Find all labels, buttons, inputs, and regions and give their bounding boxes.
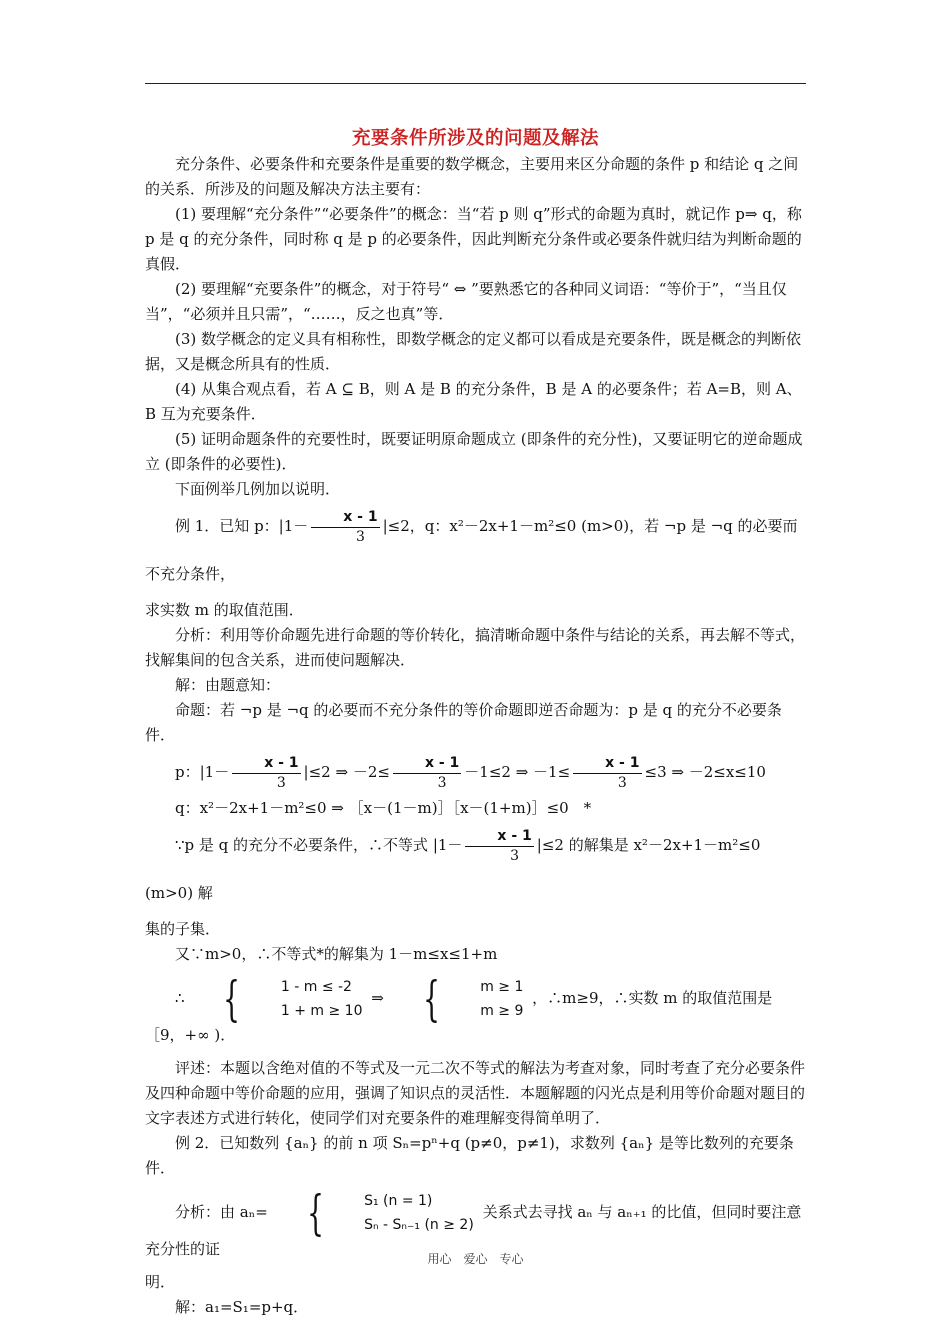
item-2: (2) 要理解“充要条件”的概念，对于符号“ ⇔ ”要熟悉它的各种同义词语：“等价于”，“当且仅当”，“必须并且只需”，“……，反之也真”等． <box>145 280 787 323</box>
item-4: (4) 从集合观点看，若 A ⊆ B，则 A 是 B 的充分条件，B 是 A 的必要条件；若 A=B，则 A、B 互为充要条件． <box>145 380 802 423</box>
item-1: (1) 要理解“充分条件”“必要条件”的概念：当“若 p 则 q”形式的命题为真时，就记作 p⇒ q，称 p 是 q 的充分条件，同时称 q 是 p 的必要条件，因此判断充分条件或必要条件就归结为判断命题的真假． <box>145 205 802 273</box>
fraction <box>311 510 379 544</box>
fraction <box>232 756 300 790</box>
fraction-denominator: 3 <box>355 528 365 545</box>
example-2: 例 2．已知数列 {aₙ} 的前 n 项 Sₙ=pⁿ+q (p≠0，p≠1)，求数列 {aₙ} 是等比数列的充要条件． <box>145 1134 794 1177</box>
because-line <box>145 821 806 917</box>
because-continued: 集的子集． <box>145 920 221 938</box>
fraction-numerator: x - 1 <box>393 756 461 774</box>
comment-paragraph: 评述：本题以含绝对值的不等式及一元二次不等式的解法为考查对象，同时考查了充分必要条件及四种命题中等价命题的应用，强调了知识点的灵活性．本题解题的闪光点是利用等价命题对题目的文字表述方式进行转化，使同学们对充要条件的难理解变得简单明了． <box>145 1059 806 1127</box>
fraction-denominator: 3 <box>617 774 627 791</box>
example-1-continued: 求实数 m 的取值范围． <box>145 601 304 619</box>
system-row: Sₙ - Sₙ₋₁ (n ≥ 2) <box>364 1217 474 1233</box>
brace-icon: { <box>306 1185 324 1241</box>
item-3: (3) 数学概念的定义具有相称性，即数学概念的定义都可以看成是充要条件，既是概念的判断依据，又是概念所具有的性质． <box>145 330 802 373</box>
because-b: |≤2 的解集是 x²－2x+1－m²≤0 (m>0) 解 <box>145 836 761 902</box>
p-derivation-a: p：|1－ <box>175 763 230 781</box>
system-row: 1 + m ≥ 10 <box>280 1003 363 1019</box>
fraction-denominator: 3 <box>276 774 286 791</box>
therefore-tail: ，∴m≥9，∴实数 m 的取值范围是［9，+∞ )． <box>145 989 773 1044</box>
brace-icon: { <box>422 971 440 1027</box>
system-row: 1 - m ≤ -2 <box>280 979 352 995</box>
also-line: 又∵m>0，∴不等式*的解集为 1－m≤x≤1+m <box>175 945 498 963</box>
equation-system-1 <box>193 971 363 1027</box>
analysis-2-continued: 明． <box>145 1273 176 1291</box>
fraction <box>393 756 461 790</box>
fraction <box>465 829 533 863</box>
fraction <box>573 756 641 790</box>
page-title: 充要条件所涉及的问题及解法 <box>351 128 599 149</box>
system-row: m ≥ 9 <box>480 1003 524 1019</box>
p-derivation <box>145 748 806 796</box>
solution-1: 解：由题意知： <box>175 676 281 694</box>
example-1 <box>145 502 806 598</box>
fraction-numerator: x - 1 <box>465 829 533 847</box>
item-5: (5) 证明命题条件的充要性时，既要证明原命题成立 (即条件的充分性)，又要证明它的逆命题成立 (即条件的必要性)． <box>145 430 803 473</box>
solution-3: 解：a₁=S₁=p+q． <box>175 1298 309 1316</box>
system-row: m ≥ 1 <box>480 979 524 995</box>
p-derivation-d: ≤3 ⇒ －2≤x≤10 <box>644 763 766 781</box>
solution-2: 命题：若 ¬p 是 ¬q 的必要而不充分条件的等价命题即逆否命题为：p 是 q 的充分不必要条件． <box>145 701 782 744</box>
q-derivation: q：x²－2x+1－m²≤0 ⇒ ［x－(1－m)］［x－(1+m)］≤0 * <box>175 799 592 817</box>
brace-icon: { <box>223 971 241 1027</box>
fraction-numerator: x - 1 <box>232 756 300 774</box>
lead-sentence: 下面例举几例加以说明． <box>175 480 341 498</box>
therefore-symbol: ∴ <box>175 989 185 1007</box>
example-1-text-a: 例 1．已知 p：|1－ <box>175 517 309 535</box>
analysis-1: 分析：利用等价命题先进行命题的等价转化，搞清晰命题中条件与结论的关系，再去解不等式，找解集间的包含关系，进而使问题解决． <box>145 626 806 669</box>
header-rule <box>145 83 806 84</box>
intro-paragraph: 充分条件、必要条件和充要条件是重要的数学概念，主要用来区分命题的条件 p 和结论 q 之间的关系．所涉及的问题及解决方法主要有： <box>145 155 799 198</box>
example-1-text-b: |≤2，q：x²－2x+1－m²≤0 (m>0)，若 ¬p 是 ¬q 的必要而不充分条件， <box>145 517 798 583</box>
fraction-denominator: 3 <box>510 847 520 864</box>
fraction-numerator: x - 1 <box>311 510 379 528</box>
article-body <box>145 152 806 1320</box>
piecewise-system <box>277 1185 474 1241</box>
equation-system-2 <box>393 971 524 1027</box>
p-derivation-c: －1≤2 ⇒ －1≤ <box>464 763 571 781</box>
analysis-2-a: 分析：由 aₙ= <box>175 1203 268 1221</box>
therefore-line <box>145 971 806 1048</box>
fraction-numerator: x - 1 <box>573 756 641 774</box>
system-row: S₁ (n = 1) <box>364 1193 433 1209</box>
fraction-denominator: 3 <box>437 774 447 791</box>
analysis-2-b: 关系式去寻找 aₙ 与 aₙ₊₁ 的比值，但同时要注意充分性的证 <box>145 1203 802 1258</box>
page-footer: 用心 爱心 专心 <box>427 1252 524 1266</box>
because-a: ∵p 是 q 的充分不必要条件，∴不等式 |1－ <box>175 836 463 854</box>
p-derivation-b: |≤2 ⇒ －2≤ <box>303 763 390 781</box>
implies-arrow: ⇒ <box>371 989 384 1007</box>
